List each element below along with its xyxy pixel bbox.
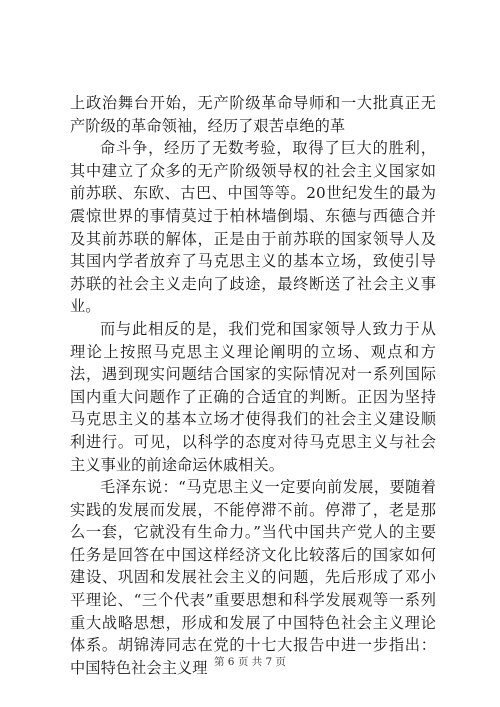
document-body bbox=[70, 92, 436, 679]
paragraph-4: 毛泽东说：“马克思主义一定要向前发展，要随着实践的发展而发展，不能停滞不前。停滞了，老是那么一套，它就没有生命力。”当代中国共产党人的主要任务是回答在中国这样经济文化比较落后的国家如何建设、巩固和发展社会主义的问题，先后形成了邓小平理论、“三个代表”重要思想和科学发展观等一系列重大战略思想，形成和发展了中国特色社会主义理论体系。胡锦涛同志在党的十七大报告中进一步指出：中国特色社会主义理 bbox=[70, 478, 436, 677]
paragraph-2: 命斗争，经历了无数考验，取得了巨大的胜利，其中建立了众多的无产阶级领导权的社会主义国家如前苏联、东欧、古巴、中国等等。20世纪发生的最为震惊世界的事情莫过于柏林墙倒塌、东德与西德合并及其前苏联的解体，正是由于前苏联的国家领导人及其国内学者放弃了马克思主义的基本立场，致使引导苏联的社会主义走向了歧途，最终断送了社会主义事业。 bbox=[70, 139, 436, 316]
page-number-footer: 第 6 页 共 7 页 bbox=[213, 656, 287, 668]
paragraph-3: 而与此相反的是，我们党和国家领导人致力于从理论上按照马克思主义理论阐明的立场、观点和方法，遇到现实问题结合国家的实际情况对一系列国际国内重大问题作了正确的合适宜的判断。正因为坚持马克思主义的基本立场才使得我们的社会主义建设顺利进行。可见，以科学的态度对待马克思主义与社会主义事业的前途命运休戚相关。 bbox=[70, 319, 436, 474]
paragraph-1: 上政治舞台开始，无产阶级革命导师和一大批真正无产阶级的革命领袖，经历了艰苦卓绝的革 bbox=[70, 94, 436, 135]
